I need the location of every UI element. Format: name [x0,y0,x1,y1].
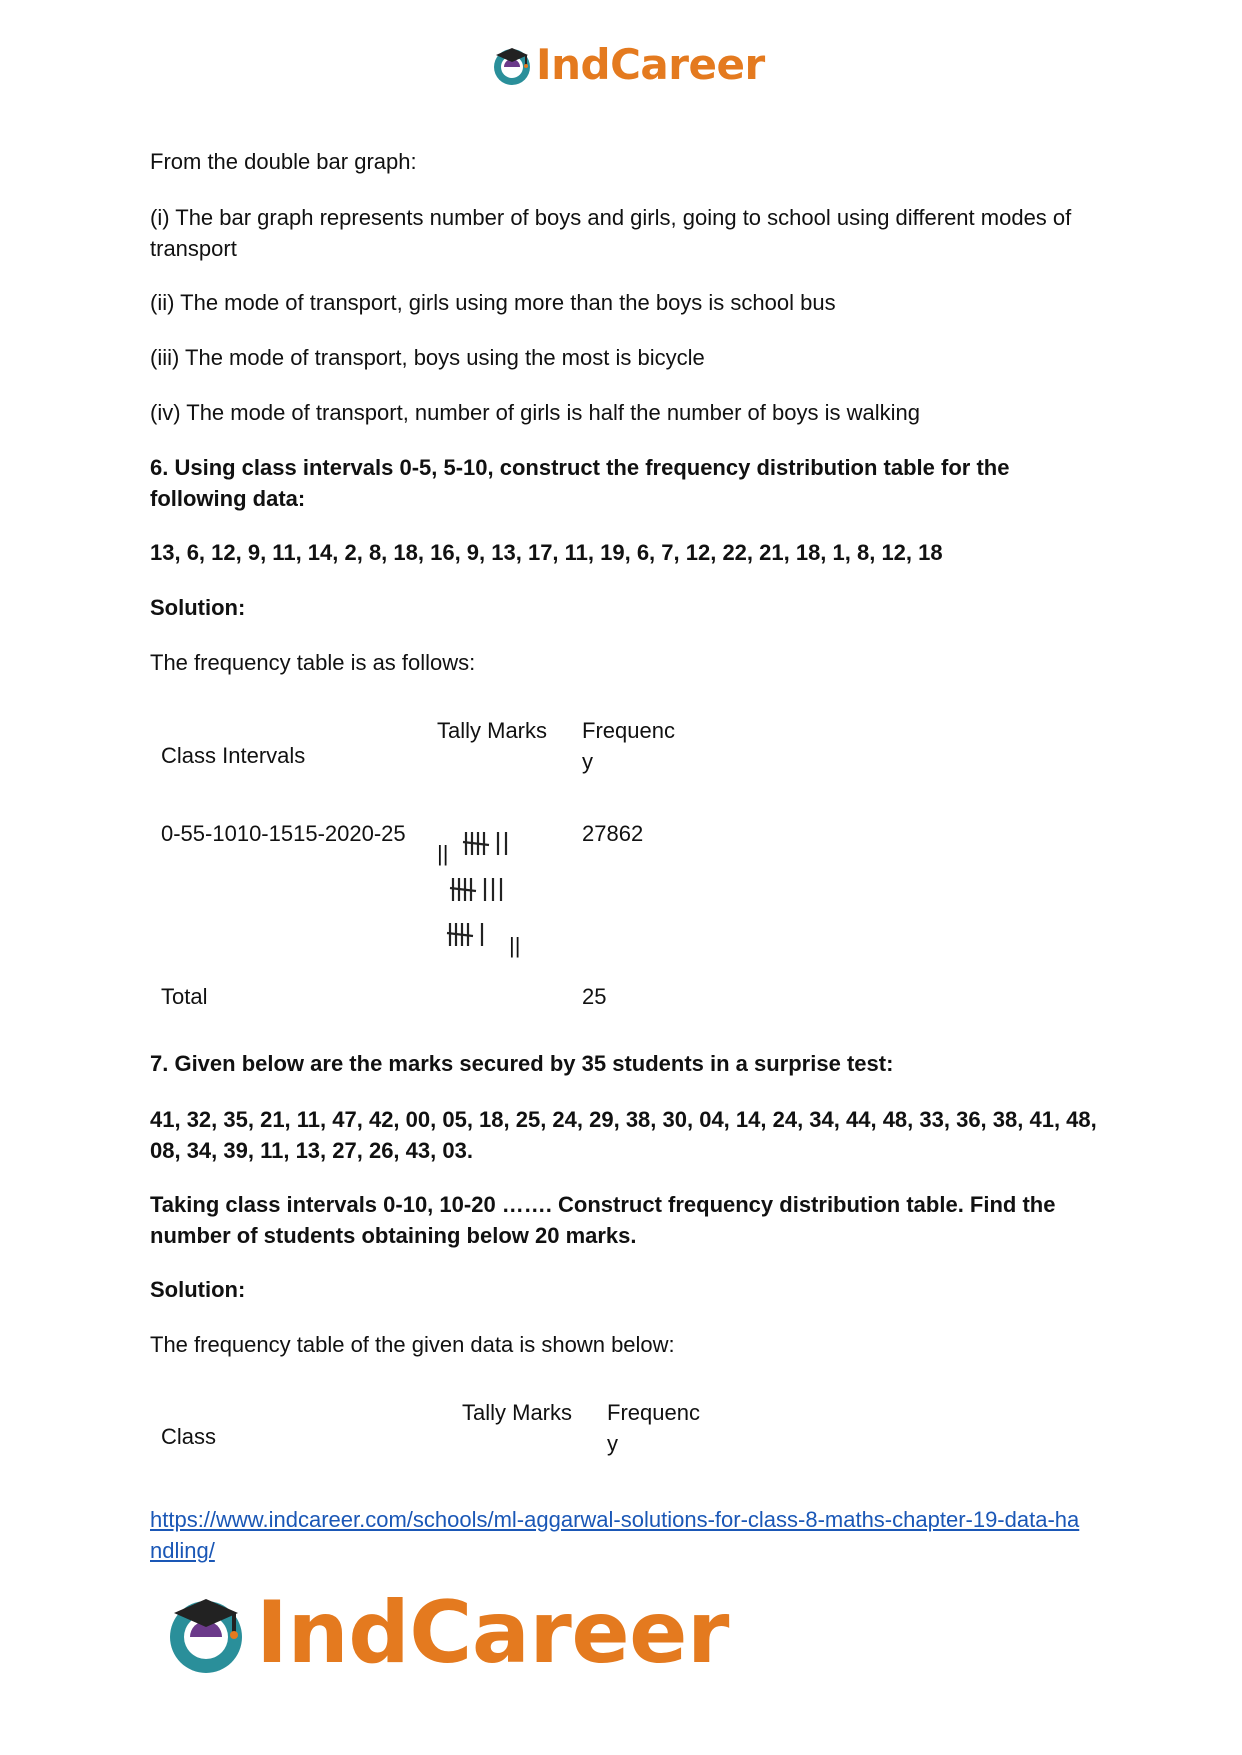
brand-name: IndCareer [536,40,765,89]
source-link[interactable]: https://www.indcareer.com/schools/ml-aggarwal-solutions-for-class-8-maths-chapter-19-data-handling/ [150,1507,1080,1563]
intro-item: (iii) The mode of transport, boys using the most is bicycle [150,345,705,370]
q7-data: 41, 32, 35, 21, 11, 47, 42, 00, 05, 18, 25, 24, 29, 38, 30, 04, 14, 24, 34, 44, 48, 33, 36, 38, 41, 48, 08, 34, 39, 11, 13, 27, 26, 43, 03. [150,1107,1097,1163]
graduation-globe-icon [162,1589,250,1677]
q7-instruction: Taking class intervals 0-10, 10-20 ……. Construct frequency distribution table. Find the number of students obtaining below 20 marks. [150,1192,1056,1248]
graduation-globe-icon [490,43,534,87]
header-logo [490,42,765,88]
total-label: Total [161,984,208,1009]
footer-logo [162,1583,729,1683]
total-value: 25 [582,984,607,1009]
frequency-cell: 27862 [582,821,644,846]
col-header-tally: Tally Marks [437,718,548,743]
col-header-frequency: Frequenc [607,1400,700,1425]
q7-solution-label: Solution: [150,1277,246,1302]
tally-mark-icon [462,829,526,859]
intro-item: (iv) The mode of transport, number of girls is half the number of boys is walking [150,400,920,425]
tally-mark-icon [449,875,521,905]
q6-solution-text: The frequency table is as follows: [150,650,476,675]
col-header-class: Class [161,1424,217,1449]
col-header-frequency: Frequenc [582,718,675,743]
col-header-class: Class Intervals [161,743,306,768]
col-header-frequency-wrap: y [582,749,593,774]
class-intervals-cell: 0-55-1010-1515-2020-25 [161,821,406,846]
col-header-frequency-wrap: y [607,1431,618,1456]
q7-question: 7. Given below are the marks secured by 35 students in a surprise test: [150,1051,894,1076]
q6-solution-label: Solution: [150,595,246,620]
intro-lead: From the double bar graph: [150,149,417,174]
col-header-tally: Tally Marks [462,1400,573,1425]
brand-name: IndCareer [256,1583,729,1683]
q6-question: 6. Using class intervals 0-5, 5-10, construct the frequency distribution table for the following data: [150,455,1010,511]
q7-solution-text: The frequency table of the given data is shown below: [150,1332,675,1357]
q6-data: 13, 6, 12, 9, 11, 14, 2, 8, 18, 16, 9, 13, 17, 11, 19, 6, 7, 12, 22, 21, 18, 1, 8, 12, 18 [150,540,943,565]
intro-item: (ii) The mode of transport, girls using more than the boys is school bus [150,290,836,315]
tally-mark-icon [446,920,498,950]
tally-pipes: || [437,841,449,866]
tally-pipes: || [509,933,521,958]
intro-item: (i) The bar graph represents number of boys and girls, going to school using different modes of transport [150,205,1072,261]
